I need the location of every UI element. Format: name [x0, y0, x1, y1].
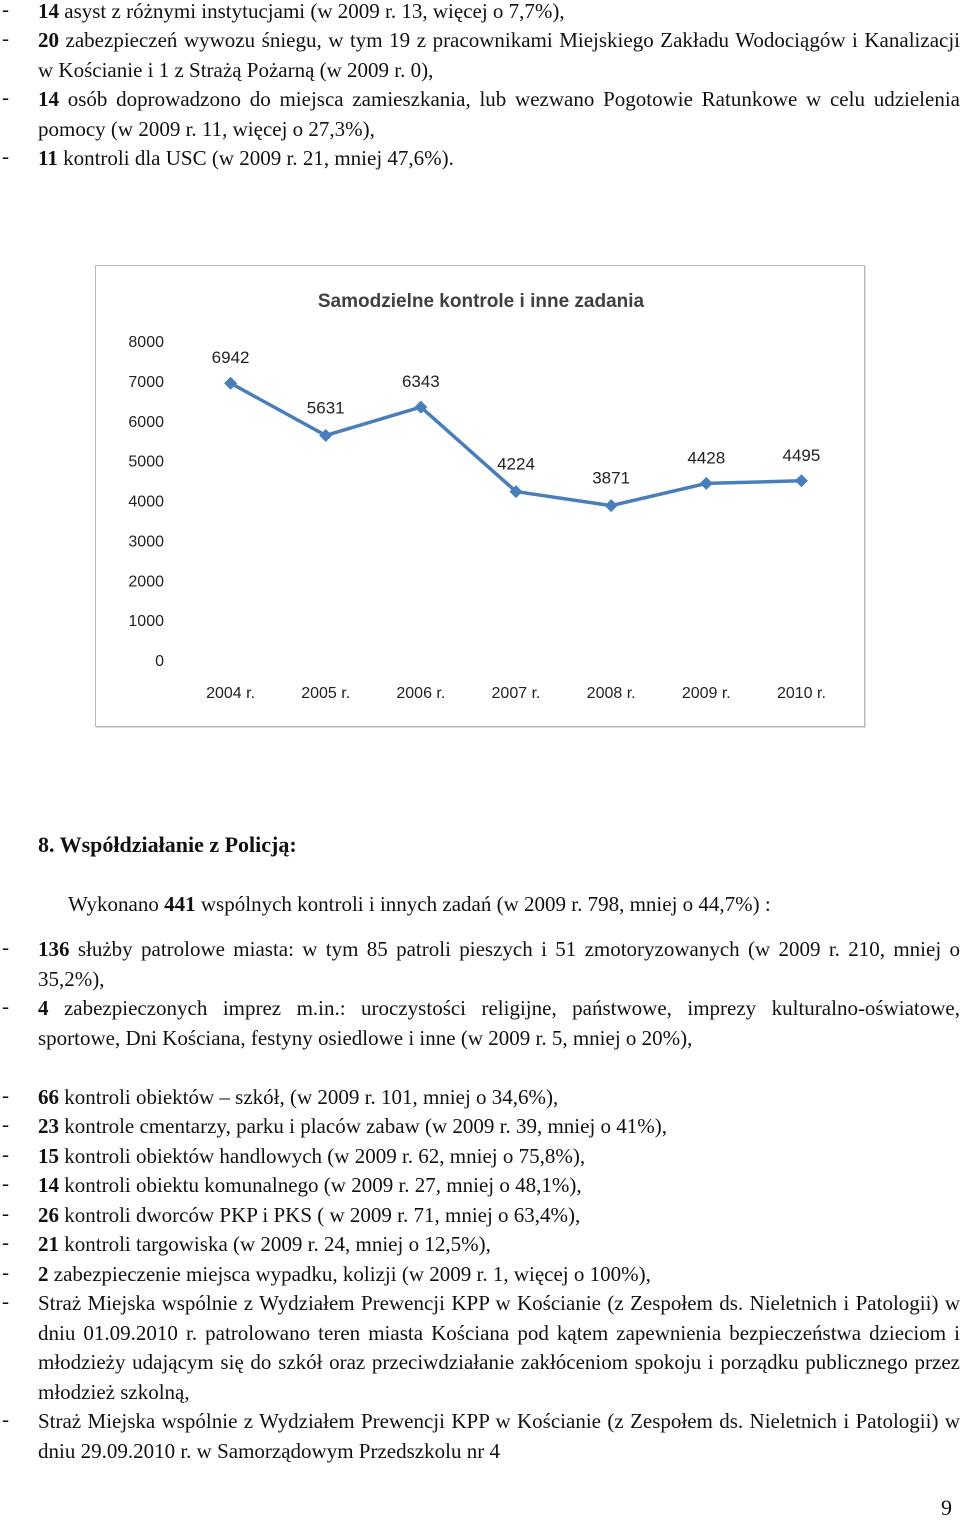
- list-item-text: kontroli obiektów – szkół, (w 2009 r. 101, mniej o 34,6%),: [59, 1085, 559, 1109]
- list-item: [0, 1260, 960, 1290]
- list-item: [0, 1171, 960, 1201]
- x-tick-label: 2009 r.: [681, 685, 731, 702]
- x-tick-label: 2004 r.: [206, 685, 256, 702]
- data-label: 5631: [306, 398, 345, 418]
- x-tick-label: 2005 r.: [301, 685, 351, 702]
- list-item: [0, 1230, 960, 1260]
- data-point-marker: [319, 429, 332, 442]
- list-dash: -: [2, 85, 9, 109]
- data-label: 4224: [497, 454, 535, 474]
- list-item: [0, 85, 960, 144]
- page-number: 9: [941, 1495, 952, 1520]
- intro-suffix: wspólnych kontroli i innych zadań (w 2009 r. 798, mniej o 44,7%) :: [195, 892, 771, 916]
- list-item-text: osób doprowadzono do miejsca zamieszkania, lub wezwano Pogotowie Ratunkowe w celu udzielenia pomocy (w 2009 r. 11, więcej o 27,3%),: [38, 87, 960, 141]
- chart-svg: [96, 266, 863, 725]
- list-item-count: 11: [38, 146, 58, 170]
- list-item-text: służby patrolowe miasta: w tym 85 patroli pieszych i 51 zmotoryzowanych (w 2009 r. 210, mniej o 35,2%),: [38, 937, 960, 991]
- list-item-count: 2: [38, 1262, 49, 1286]
- list-item-count: 20: [38, 28, 59, 52]
- list-item-text: kontroli dla USC (w 2009 r. 21, mniej 47,6%).: [57, 146, 454, 170]
- list-dash: -: [2, 1201, 9, 1225]
- list-item: [0, 1289, 960, 1407]
- data-label: 4495: [782, 445, 821, 465]
- list-item: [0, 144, 960, 174]
- list-dash: -: [2, 1142, 9, 1166]
- x-tick-label: 2006 r.: [396, 685, 446, 702]
- x-tick-label: 2007 r.: [491, 685, 541, 702]
- list-item-count: 15: [38, 1144, 59, 1168]
- list-dash: -: [2, 144, 9, 168]
- list-item-text: kontroli targowiska (w 2009 r. 24, mniej o 12,5%),: [59, 1232, 491, 1256]
- y-tick-label: 3000: [128, 533, 164, 551]
- list-item-count: 14: [38, 1173, 59, 1197]
- list-dash: -: [2, 994, 9, 1018]
- list-item-text: Straż Miejska wspólnie z Wydziałem Prewencji KPP w Kościanie (z Zespołem ds. Nieletnich i Patologii) w dniu 01.09.2010 r. patrolowano teren miasta Kościana pod kątem zapewnienia bezpieczeństwa dzieciom i młodzieży udającym się do szkół oraz przeciwdziałanie zakłóceniom spokoju i porządku publicznego przez młodzież szkolną,: [38, 1291, 960, 1404]
- data-label: 6343: [401, 372, 440, 392]
- list-item: [0, 1407, 960, 1466]
- list-item-text: kontroli obiektów handlowych (w 2009 r. 62, mniej o 75,8%),: [59, 1144, 586, 1168]
- list-dash: -: [2, 935, 9, 959]
- y-tick-label: 2000: [128, 573, 164, 591]
- list-item-text: zabezpieczonych imprez m.in.: uroczystości religijne, państwowe, imprezy kulturalno-oświatowe, sportowe, Dni Kościana, festyny osiedlowe i inne (w 2009 r. 5, mniej o 20%),: [38, 996, 960, 1050]
- chart-title: Samodzielne kontrole i inne zadania: [317, 291, 645, 312]
- list-item: [0, 994, 960, 1053]
- list-item: [0, 1112, 960, 1142]
- list-item-text: Straż Miejska wspólnie z Wydziałem Prewencji KPP w Kościanie (z Zespołem ds. Nieletnich i Patologii) w dniu 29.09.2010 r. w Samorządowym Przedszkolu nr 4: [38, 1409, 960, 1463]
- list-dash: -: [2, 26, 9, 50]
- list-item-count: 26: [38, 1203, 59, 1227]
- list-item-text: kontroli dworców PKP i PKS ( w 2009 r. 71, mniej o 63,4%),: [59, 1203, 581, 1227]
- list-item: [0, 1083, 960, 1113]
- list-dash: -: [2, 1230, 9, 1254]
- list-dash: -: [2, 1171, 9, 1195]
- list-item-text: zabezpieczeń wywozu śniegu, w tym 19 z pracownikami Miejskiego Zakładu Wodociągów i Kanalizacji w Kościanie i 1 z Strażą Pożarną (w 2009 r. 0),: [38, 28, 960, 82]
- y-tick-label: 8000: [128, 334, 164, 351]
- list-item-text: zabezpieczenie miejsca wypadku, kolizji (w 2009 r. 1, więcej o 100%),: [48, 1262, 651, 1286]
- data-label: 4428: [687, 448, 726, 468]
- y-tick-label: 5000: [128, 453, 164, 471]
- data-label: 3871: [592, 468, 631, 488]
- list-item-count: 136: [38, 937, 70, 961]
- line-chart: [95, 265, 865, 727]
- list-dash: -: [2, 1289, 9, 1313]
- list-item-count: 66: [38, 1085, 59, 1109]
- intro-prefix: Wykonano: [68, 892, 165, 916]
- list-dash: -: [2, 1260, 9, 1284]
- section-heading: 8. Współdziałanie z Policją:: [38, 832, 297, 857]
- y-tick-label: 0: [155, 653, 164, 670]
- list-dash: -: [2, 0, 9, 21]
- data-point-marker: [700, 477, 713, 490]
- list-dash: -: [2, 1112, 9, 1136]
- x-tick-label: 2008 r.: [586, 685, 636, 702]
- list-item: [0, 1142, 960, 1172]
- y-tick-label: 6000: [128, 413, 164, 431]
- y-tick-label: 4000: [128, 493, 164, 511]
- list-item-text: kontroli obiektu komunalnego (w 2009 r. 27, mniej o 48,1%),: [59, 1173, 582, 1197]
- section-intro: [68, 892, 771, 917]
- list-item-count: 23: [38, 1114, 59, 1138]
- y-tick-label: 1000: [128, 613, 164, 631]
- list-item-count: 21: [38, 1232, 59, 1256]
- data-point-marker: [605, 499, 618, 512]
- list-item-count: 4: [38, 996, 49, 1020]
- data-label: 6942: [211, 348, 250, 368]
- list-item: [0, 26, 960, 85]
- list-item: [0, 0, 960, 27]
- list-item: [0, 935, 960, 994]
- list-dash: -: [2, 1407, 9, 1431]
- list-item: [0, 1201, 960, 1231]
- list-dash: -: [2, 1083, 9, 1107]
- y-tick-label: 7000: [128, 373, 164, 391]
- list-item-count: 14: [38, 0, 59, 23]
- data-point-marker: [224, 377, 237, 390]
- data-point-marker: [795, 474, 808, 487]
- list-item-text: kontrole cmentarzy, parku i placów zabaw (w 2009 r. 39, mniej o 41%),: [59, 1114, 668, 1138]
- list-item-text: asyst z różnymi instytucjami (w 2009 r. 13, więcej o 7,7%),: [59, 0, 565, 23]
- list-item-count: 14: [38, 87, 59, 111]
- x-tick-label: 2010 r.: [776, 685, 826, 702]
- intro-count: 441: [164, 892, 196, 916]
